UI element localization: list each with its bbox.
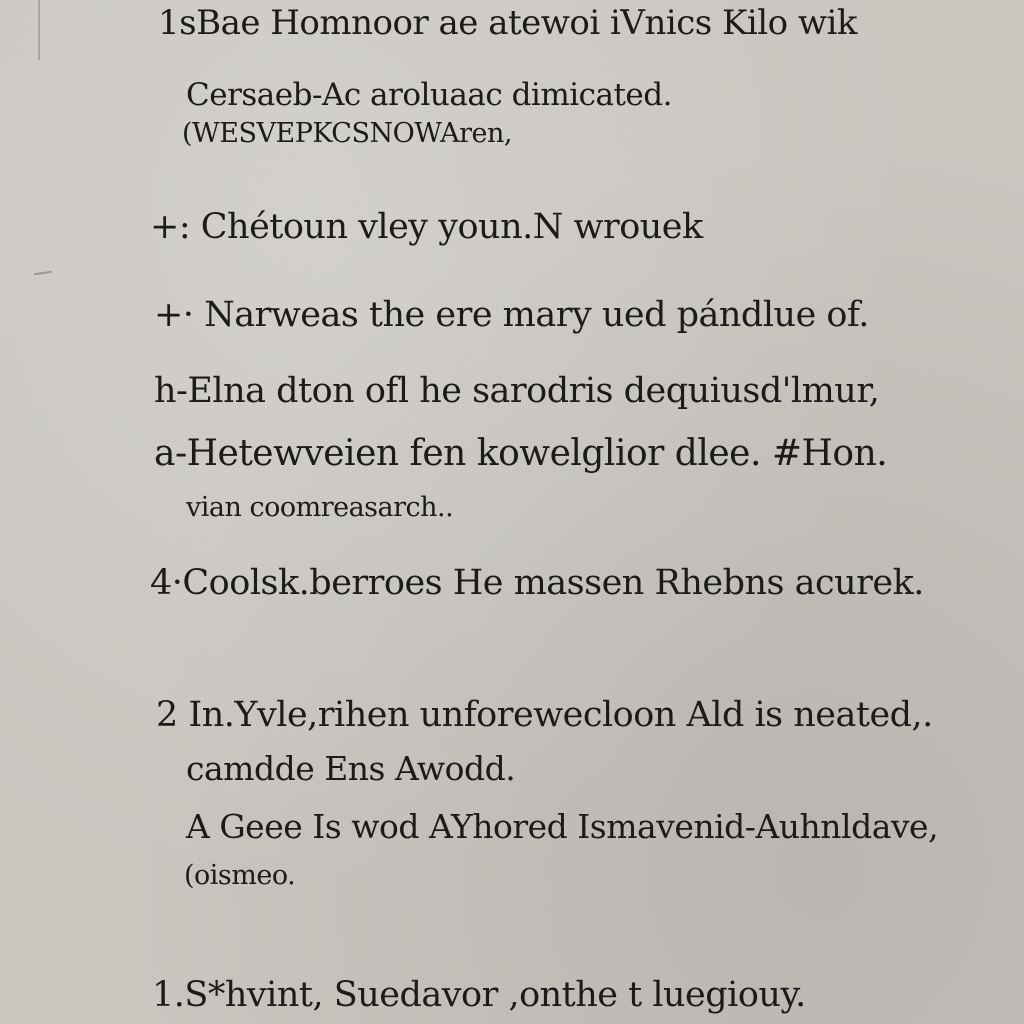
list-item: a-Hetewveien fen kowelglior dlee. #Hon. — [154, 433, 888, 474]
list-item-continuation: camdde Ens Awodd. — [186, 749, 516, 788]
list-item: h-Elna dton ofl he sarodris dequiusd'lmur, — [154, 371, 880, 411]
document-subtitle-line-1: Cersaeb-Ac aroluaac dimicated. — [186, 77, 672, 113]
list-item: 1.S*hvint, Suedavor ,onthe t luegiouy. — [152, 975, 806, 1015]
list-item: 4·Coolsk.berroes He massen Rhebns acurek. — [150, 563, 924, 603]
margin-pencil-mark — [34, 271, 52, 275]
list-item: 2 In.Yvle,rihen unforewecloon Ald is neated,. — [156, 695, 933, 735]
list-item-continuation: vian coomreasarch.. — [186, 492, 454, 523]
list-item: +· Narweas the ere mary ued pándlue of. — [154, 295, 869, 335]
list-item: +: Chétoun vley youn.N wrouek — [150, 207, 703, 247]
list-item-continuation: (oismeo. — [184, 860, 296, 891]
list-item-continuation: A Geee Is wod AYhored Ismavenid-Auhnldave, — [186, 807, 939, 846]
paper-crease — [38, 0, 40, 60]
document-subtitle-line-2: (WESVEPKCSNOWAren, — [182, 118, 512, 149]
document-heading: 1sBae Homnoor ae atewoi iVnics Kilo wik — [158, 3, 858, 43]
